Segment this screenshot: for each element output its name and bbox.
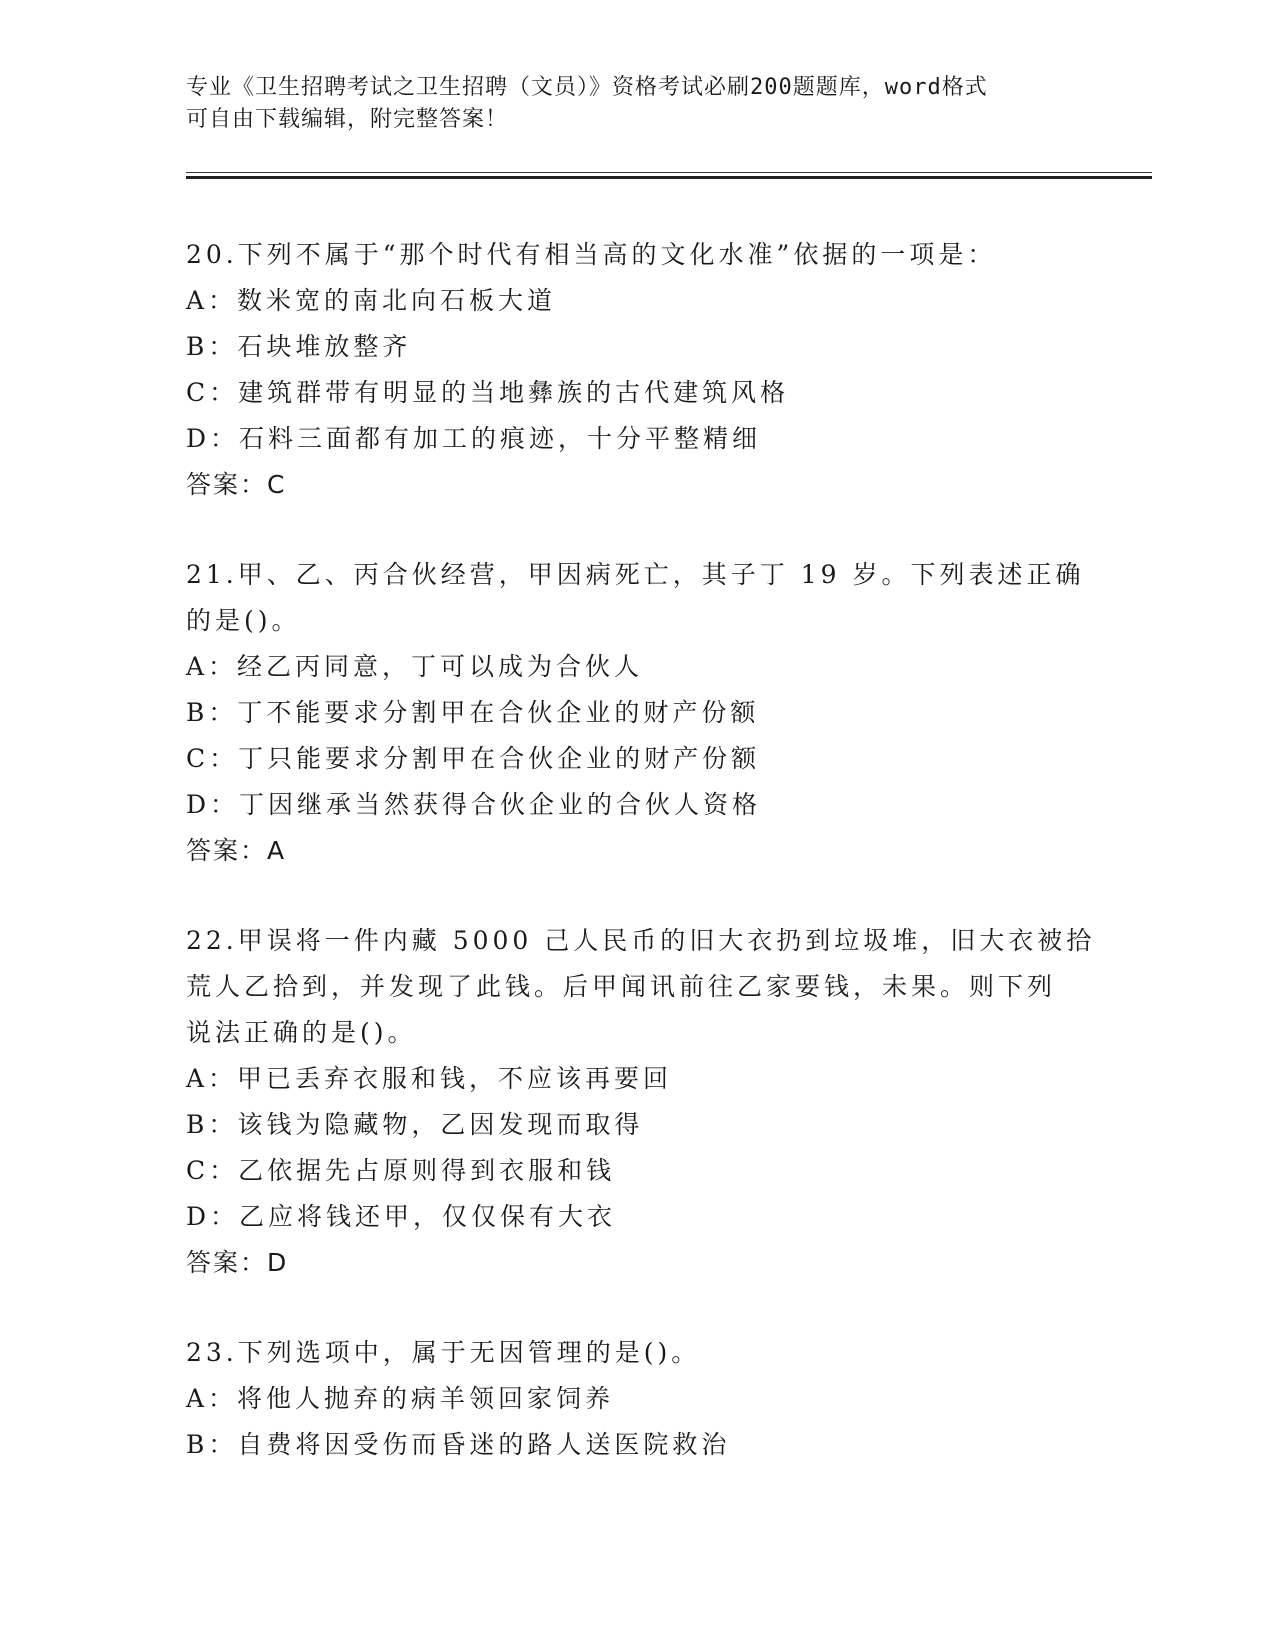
question-stem: 22.甲误将一件内藏 5000 己人民币的旧大衣扔到垃圾堆，旧大衣被拾 [186, 926, 1096, 955]
question-list [186, 232, 1096, 1512]
question-stem: 23.下列选项中，属于无因管理的是()。 [186, 1338, 701, 1367]
answer-label: 答案：A [186, 836, 287, 865]
option-c: C：丁只能要求分割甲在合伙企业的财产份额 [186, 744, 761, 773]
question-stem: 20.下列不属于“那个时代有相当高的文化水准”依据的一项是： [186, 240, 997, 269]
option-c: C：建筑群带有明显的当地彝族的古代建筑风格 [186, 378, 790, 407]
option-b: B：丁不能要求分割甲在合伙企业的财产份额 [186, 698, 760, 727]
header-line-1: 专业《卫生招聘考试之卫生招聘（文员）》资格考试必刷200题题库，word格式 [186, 75, 988, 100]
question-23 [186, 1330, 1086, 1468]
option-b: B：该钱为隐藏物，乙因发现而取得 [186, 1110, 644, 1139]
question-stem-continued: 荒人乙拾到，并发现了此钱。后甲闻讯前往乙家要钱，未果。则下列 [186, 972, 1057, 1001]
option-a: A：数米宽的南北向石板大道 [186, 286, 557, 315]
option-d: D：乙应将钱还甲，仅仅保有大衣 [186, 1202, 617, 1231]
option-b: B：石块堆放整齐 [186, 332, 412, 361]
question-21 [186, 552, 1086, 874]
option-b: B：自费将因受伤而昏迷的路人送医院救治 [186, 1430, 731, 1459]
header-rule-thick [186, 176, 1152, 179]
answer-label: 答案：D [186, 1248, 289, 1277]
header-rule-thin [186, 172, 1152, 173]
option-a: A：甲已丢弃衣服和钱，不应该再要回 [186, 1064, 673, 1093]
option-c: C：乙依据先占原则得到衣服和钱 [186, 1156, 616, 1185]
option-d: D：丁因继承当然获得合伙企业的合伙人资格 [186, 790, 762, 819]
option-a: A：经乙丙同意，丁可以成为合伙人 [186, 652, 644, 681]
answer-label: 答案：C [186, 470, 287, 499]
document-header [186, 72, 1066, 136]
option-a: A：将他人抛弃的病羊领回家饲养 [186, 1384, 615, 1413]
option-d: D：石料三面都有加工的痕迹，十分平整精细 [186, 424, 762, 453]
question-stem: 21.甲、乙、丙合伙经营，甲因病死亡，其子丁 19 岁。下列表述正确 [186, 560, 1085, 589]
question-22 [186, 918, 1096, 1286]
question-stem-continued: 说法正确的是()。 [186, 1018, 417, 1047]
question-20 [186, 232, 1086, 508]
question-stem-continued: 的是()。 [186, 606, 301, 635]
header-line-2: 可自由下载编辑，附完整答案！ [186, 107, 509, 132]
